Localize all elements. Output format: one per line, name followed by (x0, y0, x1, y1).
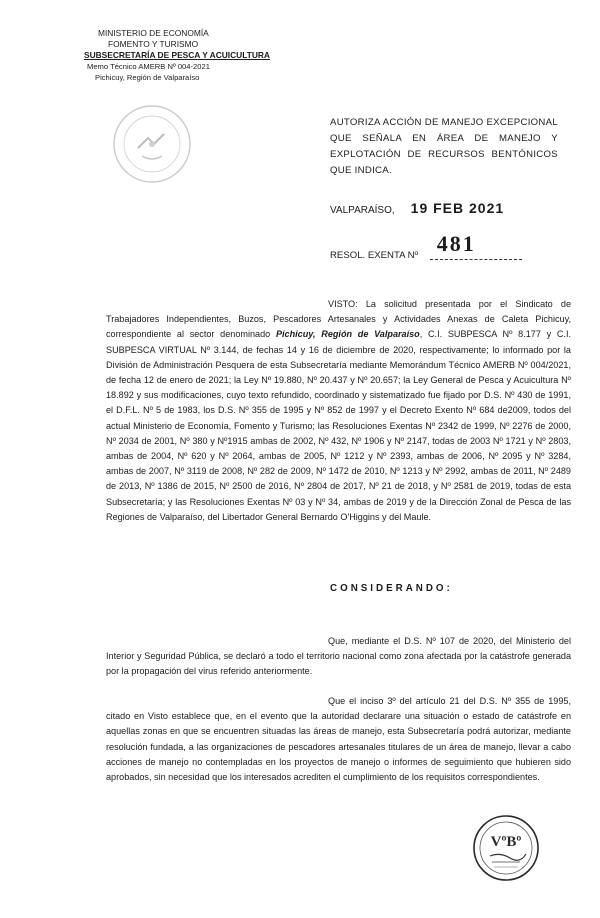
official-seal-icon (108, 100, 196, 188)
considerando-heading: CONSIDERANDO: (330, 583, 453, 594)
considerando-paragraph-2 (106, 694, 571, 785)
approval-stamp-icon (470, 812, 542, 884)
visto-text-b: , C.I. SUBPESCA Nº 8.177 y C.I. SUBPESCA VIRTUAL Nº 3.144, de fechas 14 y 16 de diciembre de 2020, respectivamente; lo informado por la División de Administración Pesquera de esta Subsecretaría mediante Memorándum Técnico AMERB Nº 004/2021, de fecha 12 de enero de 2021; la Ley Nº 19.880, Nº 20.437 y Nº 20.657; la Ley General de Pesca y Acuicultura Nº 18.892 y sus modificaciones, cuyo texto refundido, coordinado y sistematizado fue fijado por D.S. Nº 430 de 1991, el D.F.L. Nº 5 de 1983, los D.S. Nº 355 de 1995 y Nº 852 de 1997 y el Decreto Exento Nº 684 de2009, todos del actual Ministerio de Economía, Fomento y Turismo; las Resoluciones Exentas Nº 2342 de 1999, Nº 2276 de 2000, Nº 2034 de 2001, Nº 380 y Nº1915 ambas de 2002, Nº 432, Nº 1906 y Nº 2147, todas de 2003 Nº 1721 y Nº 2803, ambas de 2004, Nº 620 y Nº 2064, ambas de 2005, Nº 1212 y Nº 2393, ambas de 2006, Nº 2095 y Nº 3284, ambas de 2007, Nº 3119 de 2008, Nº 282 de 2009, Nº 1472 de 2010, Nº 1213 y Nº 2992, ambas de 2011, Nº 2489 de 2013, Nº 1386 de 2015, Nº 2500 de 2016, Nº 2804 de 2017, Nº 21 de 2018, y Nº 2581 de 2019, todas de esta Subsecretaría; y las Resoluciones Exentas Nº 03 y Nº 34, ambas de 2019 y de la Dirección Zonal de Pesca de las Regiones de Valparaíso, del Libertador General Bernardo O'Higgins y del Maule. (106, 329, 572, 522)
memo-reference: Memo Técnico AMERB Nº 004-2021 (87, 62, 210, 71)
resolution-number: 481 (436, 231, 476, 256)
date-label: VALPARAÍSO, (330, 205, 395, 216)
visto-paragraph (106, 297, 571, 525)
location-reference: Pichicuy, Región de Valparaíso (95, 73, 200, 82)
ministry-line-2: FOMENTO Y TURISMO (108, 39, 199, 49)
resolution-number-row (330, 231, 476, 264)
visto-sector: Pichicuy, Región de Valparaíso (275, 329, 420, 340)
date-row (330, 200, 504, 216)
date-stamp: 19 FEB 2021 (410, 200, 505, 216)
ministry-line-1: MINISTERIO DE ECONOMÍA (98, 28, 209, 38)
resolution-title: AUTORIZA ACCIÓN DE MANEJO EXCEPCIONAL QUE SEÑALA EN ÁREA DE MANEJO Y EXPLOTACIÓN DE RECURSOS BENTÓNICOS QUE INDICA. (330, 117, 558, 176)
visto-text-a: La solicitud presentada por el Sindicato de Trabajadores Independientes, Buzos, Pescadores Artesanales y Actividades Anexas de Caleta Pichicuy, correspondiente al sector denominado (106, 299, 571, 340)
stamp-text: VºBº (490, 834, 522, 850)
paragraph-1-text: Que, mediante el D.S. Nº 107 de 2020, del Ministerio del Interior y Seguridad Pública, se declaró a todo el territorio nacional como zona afectada por la catástrofe generada por la propagación del virus referido anteriormente. (106, 636, 571, 677)
resolution-label: RESOL. EXENTA Nº (330, 250, 419, 261)
considerando-paragraph-1 (106, 634, 571, 680)
paragraph-2-text: Que el inciso 3º del artículo 21 del D.S. Nº 355 de 1995, citado en Visto establece que, en el evento que la autoridad declarare una situación o estado de catástrofe en aquellas zonas en que se encuentren situadas las áreas de manejo, esta Subsecretaría podrá autorizar, mediante resolución fundada, a las organizaciones de pescadores artesanales titulares de un área de manejo, llevar a cabo acciones de manejo no contempladas en los proyectos de manejo o informes de seguimiento que hubieren sido aprobados, sin necesidad que los interesados acrediten el cumplimiento de los requisitos correspondientes. (106, 696, 571, 783)
subsecretaria-name: SUBSECRETARÍA DE PESCA Y ACUICULTURA (84, 50, 270, 60)
visto-label: VISTO: (328, 299, 358, 309)
letterhead (60, 28, 270, 83)
resolution-number-line (430, 259, 522, 260)
